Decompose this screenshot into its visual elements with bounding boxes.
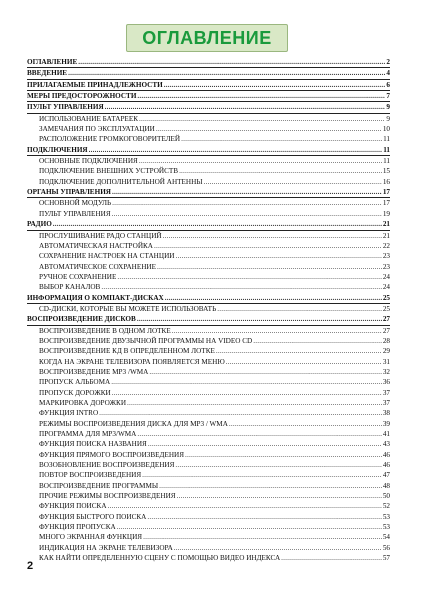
toc-entry-page: 53 [382, 523, 390, 532]
toc-entry-page: 57 [382, 554, 390, 563]
toc-entry-page: 23 [382, 262, 390, 271]
toc-entry-label: ОСНОВНОЙ МОДУЛЬ [39, 199, 112, 208]
dot-leader [101, 282, 381, 292]
dot-leader [137, 429, 381, 439]
toc-entry-label: ОРГАНЫ УПРАВЛЕНИЯ [27, 188, 111, 197]
toc-subsection-entry [27, 470, 390, 480]
dot-leader [142, 470, 382, 480]
toc-entry-page: 2 [386, 58, 390, 66]
toc-section-entry [27, 102, 390, 113]
toc-subsection-entry [27, 177, 390, 187]
toc-subsection-entry [27, 429, 390, 439]
toc-entry-page: 17 [382, 199, 390, 208]
page-number: 2 [27, 560, 34, 572]
toc-entry-label: ФУНКЦИЯ ПРЯМОГО ВОСПРОИЗВЕДЕНИЯ [39, 450, 185, 459]
toc-section-entry [27, 293, 390, 304]
toc-entry-page: 36 [382, 378, 390, 387]
toc-entry-label: СОХРАНЕНИЕ НАСТРОЕК НА СТАНЦИИ [39, 252, 175, 261]
toc-entry-label: ФУНКЦИЯ INTRO [39, 409, 99, 418]
dot-leader [179, 166, 382, 176]
toc-entry-page: 48 [382, 481, 390, 490]
toc-entry-label: ВОСПРОИЗВЕДЕНИЕ ДВУЗЫЧНОЙ ПРОГРАММЫ НА VIDEO CD [39, 336, 253, 345]
toc-entry-label: РАДИО [27, 220, 52, 229]
dot-leader [174, 543, 382, 553]
toc-subsection-entry [27, 367, 390, 377]
toc-entry-label: ПУЛЬТ УПРАВЛЕНИЯ [39, 209, 111, 218]
toc-entry-label: ИНФОРМАЦИЯ О КОМПАКТ-ДИСКАХ [27, 293, 164, 302]
toc-subsection-entry [27, 491, 390, 501]
dot-leader [148, 439, 382, 449]
toc-subsection-entry [27, 512, 390, 522]
toc-entry-page: 9 [386, 103, 390, 112]
toc-entry-label: КАК НАЙТИ ОПРЕДЕЛЕННУЮ СЦЕНУ С ПОМОЩЬЮ ВИДЕО ИНДЕКСА [39, 554, 281, 563]
toc-entry-page: 23 [382, 252, 390, 261]
dot-leader [108, 501, 382, 511]
toc-subsection-entry [27, 377, 390, 387]
toc-entry-page: 43 [382, 440, 390, 449]
toc-entry-page: 21 [382, 220, 390, 229]
toc-subsection-entry [27, 251, 390, 261]
toc-subsection-entry [27, 231, 390, 241]
toc-section-entry [27, 57, 390, 68]
toc-entry-page: 32 [382, 367, 390, 376]
page-title: ОГЛАВЛЕНИЕ [142, 27, 272, 48]
toc-entry-label: ИНДИКАЦИЯ НА ЭКРАНЕ ТЕЛЕВИЗОРА [39, 543, 173, 552]
toc-subsection-entry [27, 124, 390, 134]
toc-entry-page: 27 [382, 326, 390, 335]
toc-entry-page: 24 [382, 272, 390, 281]
toc-entry-label: ПОДКЛЮЧЕНИЕ ВНЕШНИХ УСТРОЙСТВ [39, 167, 179, 176]
toc-entry-label: CD-ДИСКИ, КОТОРЫЕ ВЫ МОЖЕТЕ ИСПОЛЬЗОВАТЬ [39, 304, 217, 313]
toc-entry-page: 52 [382, 502, 390, 511]
dot-leader [175, 251, 381, 261]
dot-leader [175, 460, 381, 470]
toc-entry-page: 27 [382, 315, 390, 324]
toc-entry-page: 53 [382, 512, 390, 521]
toc-subsection-entry [27, 262, 390, 272]
dot-leader [156, 124, 382, 134]
dot-leader [157, 262, 382, 272]
toc-subsection-entry [27, 114, 390, 124]
toc-entry-page: 38 [382, 409, 390, 418]
toc-entry-label: ПРОГРАММА ДЛЯ MP3/WMA [39, 430, 137, 439]
toc-entry-label: ПОДКЛЮЧЕНИЯ [27, 145, 88, 154]
dot-leader [163, 231, 382, 241]
toc-entry-page: 25 [382, 293, 390, 302]
toc-subsection-entry [27, 450, 390, 460]
toc-entry-label: ПУЛЬТ УПРАВЛЕНИЯ [27, 103, 104, 112]
toc-entry-page: 4 [386, 69, 390, 78]
dot-leader [185, 450, 382, 460]
toc-subsection-entry [27, 398, 390, 408]
dot-leader [217, 304, 382, 314]
dot-leader [111, 377, 382, 387]
toc-entry-label: ВОСПРОИЗВЕДЕНИЕ MP3 /WMA [39, 367, 149, 376]
toc-entry-label: КОГДА НА ЭКРАНЕ ТЕЛЕВИЗОРА ПОЯВЛЯЕТСЯ МЕНЮ [39, 357, 225, 366]
dot-leader [253, 336, 382, 346]
toc-subsection-entry [27, 408, 390, 418]
dot-leader [177, 491, 382, 501]
dot-leader [117, 522, 382, 532]
toc-subsection-entry [27, 522, 390, 532]
toc-entry-label: ПРИЛАГАЕМЫЕ ПРИНАДЛЕЖНОСТИ [27, 80, 163, 89]
dot-leader [112, 209, 382, 219]
toc-entry-label: ИСПОЛЬЗОВАНИЕ БАТАРЕЕК [39, 114, 139, 123]
dot-leader [112, 187, 382, 197]
toc-entry-page: 39 [382, 419, 390, 428]
toc-entry-page: 31 [382, 357, 390, 366]
dot-leader [112, 198, 382, 208]
dot-leader [216, 346, 382, 356]
toc-entry-label: ПРОПУСК АЛЬБОМА [39, 378, 111, 387]
toc-subsection-entry [27, 209, 390, 219]
toc-subsection-entry [27, 501, 390, 511]
dot-leader [181, 134, 382, 144]
toc-entry-page: 6 [386, 80, 390, 89]
toc-subsection-entry [27, 134, 390, 144]
toc-entry-label: АВТОМАТИЧЕСКАЯ НАСТРОЙКА [39, 241, 153, 250]
table-of-contents [27, 57, 390, 564]
toc-entry-page: 10 [382, 125, 390, 134]
toc-subsection-entry [27, 357, 390, 367]
dot-leader [147, 512, 381, 522]
toc-entry-page: 9 [386, 114, 390, 123]
toc-subsection-entry [27, 198, 390, 208]
toc-entry-label: ВОСПРОИЗВЕДЕНИЕ ПРОГРАММЫ [39, 481, 159, 490]
toc-section-entry [27, 187, 390, 198]
dot-leader [229, 419, 382, 429]
toc-subsection-entry [27, 304, 390, 314]
toc-entry-page: 46 [382, 461, 390, 470]
toc-entry-label: РЕЖИМЫ ВОСПРОИЗВЕДЕНИЯ ДИСКА ДЛЯ MP3 / WMA [39, 419, 228, 428]
toc-subsection-entry [27, 272, 390, 282]
toc-entry-page: 22 [382, 241, 390, 250]
toc-entry-page: 25 [382, 304, 390, 313]
toc-entry-page: 11 [383, 145, 390, 154]
toc-entry-label: МАРКИРОВКА ДОРОЖКИ [39, 399, 127, 407]
toc-entry-page: 11 [383, 157, 390, 166]
dot-leader [204, 177, 382, 187]
dot-leader [172, 326, 382, 336]
toc-entry-page: 54 [382, 533, 390, 542]
toc-entry-label: ВВЕДЕНИЕ [27, 69, 68, 78]
toc-subsection-entry [27, 336, 390, 346]
toc-entry-page: 28 [382, 336, 390, 345]
toc-entry-label: ЗАМЕЧАНИЯ ПО ЭКСПЛУАТАЦИИ [39, 125, 155, 134]
toc-entry-label: ПОВТОР ВОСПРОИЗВЕДЕНИЯ [39, 471, 142, 480]
toc-subsection-entry [27, 439, 390, 449]
toc-subsection-entry [27, 388, 390, 398]
toc-entry-label: МЕРЫ ПРЕДОСТОРОЖНОСТИ [27, 92, 137, 101]
toc-entry-label: МНОГО ЭКРАННАЯ ФУНКЦИЯ [39, 533, 143, 542]
toc-section-entry [27, 80, 390, 91]
toc-entry-page: 29 [382, 347, 390, 356]
dot-leader [112, 388, 382, 398]
toc-entry-label: ВОСПРОИЗВЕДЕНИЕ В ОДНОМ ЛОТКЕ [39, 326, 171, 335]
toc-entry-page: 17 [382, 188, 390, 197]
toc-entry-label: ФУНКЦИЯ ПОИСКА НАЗВАНИЯ [39, 440, 147, 449]
dot-leader [68, 68, 385, 78]
dot-leader [139, 156, 382, 166]
toc-entry-page: 11 [383, 135, 390, 144]
toc-entry-page: 16 [382, 177, 390, 186]
dot-leader [164, 80, 386, 90]
toc-subsection-entry [27, 543, 390, 553]
dot-leader [127, 398, 382, 408]
toc-entry-label: ВОСПРОИЗВЕДЕНИЕ ДИСКОВ [27, 315, 136, 324]
toc-entry-label: ОСНОВНЫЕ ПОДКЛЮЧЕНИЯ [39, 157, 138, 166]
toc-subsection-entry [27, 481, 390, 491]
toc-entry-label: ПРОЧИЕ РЕЖИМЫ ВОСПРОИЗВЕДЕНИЯ [39, 492, 176, 501]
toc-subsection-entry [27, 346, 390, 356]
dot-leader [139, 114, 385, 124]
toc-entry-label: РУЧНОЕ СОХРАНЕНИЕ [39, 272, 117, 281]
toc-entry-label: ПОДКЛЮЧЕНИЕ ДОПОЛНИТЕЛЬНОЙ АНТЕННЫ [39, 177, 203, 186]
toc-section-entry [27, 314, 390, 325]
toc-subsection-entry [27, 241, 390, 251]
toc-entry-label: ФУНКЦИЯ ПРОПУСКА [39, 523, 116, 532]
dot-leader [117, 272, 381, 282]
dot-leader [226, 357, 382, 367]
toc-subsection-entry [27, 553, 390, 563]
dot-leader [154, 241, 382, 251]
toc-entry-page: 47 [382, 471, 390, 480]
toc-entry-label: АВТОМАТИЧЕСКОЕ СОХРАНЕНИЕ [39, 262, 156, 271]
toc-entry-page: 46 [382, 450, 390, 459]
toc-entry-label: ФУНКЦИЯ ПОИСКА [39, 502, 107, 511]
toc-section-entry [27, 68, 390, 79]
toc-entry-page: 24 [382, 283, 390, 292]
toc-subsection-entry [27, 156, 390, 166]
toc-subsection-entry [27, 326, 390, 336]
dot-leader [105, 102, 386, 112]
toc-subsection-entry [27, 282, 390, 292]
toc-subsection-entry [27, 419, 390, 429]
dot-leader [137, 314, 382, 324]
toc-entry-page: 37 [382, 388, 390, 397]
toc-section-entry [27, 219, 390, 230]
toc-section-entry [27, 145, 390, 156]
toc-entry-label: ПРОСЛУШИВАНИЕ РАДО СТАНЦИЙ [39, 231, 162, 240]
toc-section-entry [27, 91, 390, 102]
dot-leader [137, 91, 385, 101]
dot-leader [165, 293, 382, 303]
toc-entry-label: ПРОПУСК ДОРОЖКИ [39, 388, 111, 397]
toc-subsection-entry [27, 532, 390, 542]
page-title-box [126, 24, 288, 52]
toc-entry-label: ФУНКЦИЯ БЫСТРОГО ПОИСКА [39, 512, 147, 521]
toc-subsection-entry [27, 460, 390, 470]
toc-entry-page: 19 [382, 209, 390, 218]
toc-entry-label: РАСПОЛОЖЕНИЕ ГРОМКОГОВОРИТЕЛЕЙ [39, 135, 181, 144]
toc-entry-page: 41 [382, 430, 390, 439]
dot-leader [78, 57, 385, 67]
toc-entry-label: ВЫБОР КАНАЛОВ [39, 283, 101, 292]
toc-entry-label: ВОЗОБНОВЛЕНИЕ ВОСПРОИЗВЕДЕНИЯ [39, 461, 175, 470]
toc-entry-label: ОГЛАВЛЕНИЕ [27, 58, 78, 66]
dot-leader [149, 367, 382, 377]
dot-leader [53, 219, 382, 229]
dot-leader [99, 408, 382, 418]
toc-entry-page: 15 [382, 167, 390, 176]
dot-leader [281, 553, 382, 563]
toc-entry-page: 7 [386, 92, 390, 101]
toc-entry-page: 50 [382, 492, 390, 501]
dot-leader [159, 481, 382, 491]
toc-subsection-entry [27, 166, 390, 176]
toc-entry-page: 21 [382, 231, 390, 240]
dot-leader [143, 532, 382, 542]
toc-entry-page: 56 [382, 543, 390, 552]
dot-leader [89, 145, 383, 155]
toc-entry-label: ВОСПРОИЗВЕДЕНИЕ КД В ОПРЕДЕЛЕННОМ ЛОТКЕ [39, 347, 215, 356]
toc-entry-page: 37 [382, 399, 390, 407]
